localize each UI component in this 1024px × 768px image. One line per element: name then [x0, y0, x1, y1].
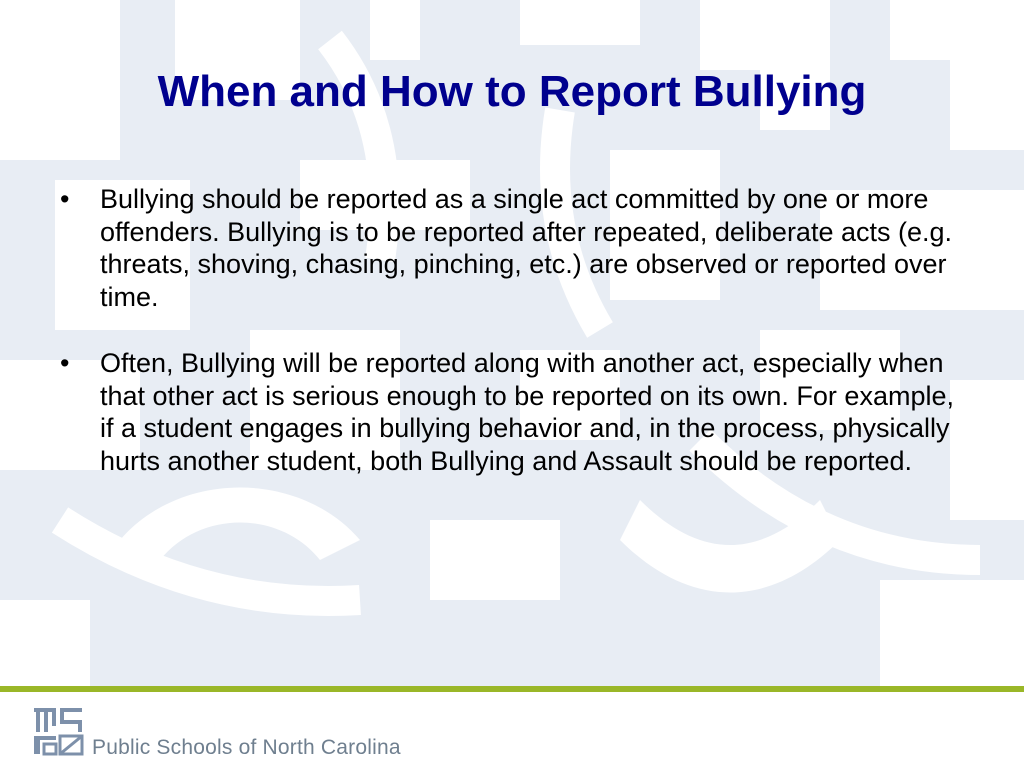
bullet-text: Bullying should be reported as a single act committed by one or more offenders. Bullying is to be reported after repeated, deliberate acts (e.g. threats, shoving, chasing, pinching, etc.) are observed or reported over time. [100, 184, 953, 312]
bullet-dot-icon: • [60, 184, 70, 214]
bullet-item [58, 347, 968, 477]
bullet-item [58, 183, 968, 313]
nc-public-schools-logo-icon [32, 704, 86, 758]
bullet-text: Often, Bullying will be reported along with another act, especially when that other act is serious enough to be reported on its own. For example, if a student engages in bullying behavior and, in the process, physically hurts another student, both Bullying and Assault should be reported. [100, 348, 954, 476]
bullet-dot-icon: • [60, 348, 70, 378]
slide-title: When and How to Report Bullying [157, 67, 867, 116]
footer [0, 692, 1024, 768]
bullet-list [58, 183, 968, 511]
footer-org-name: Public Schools of North Carolina [92, 736, 401, 759]
